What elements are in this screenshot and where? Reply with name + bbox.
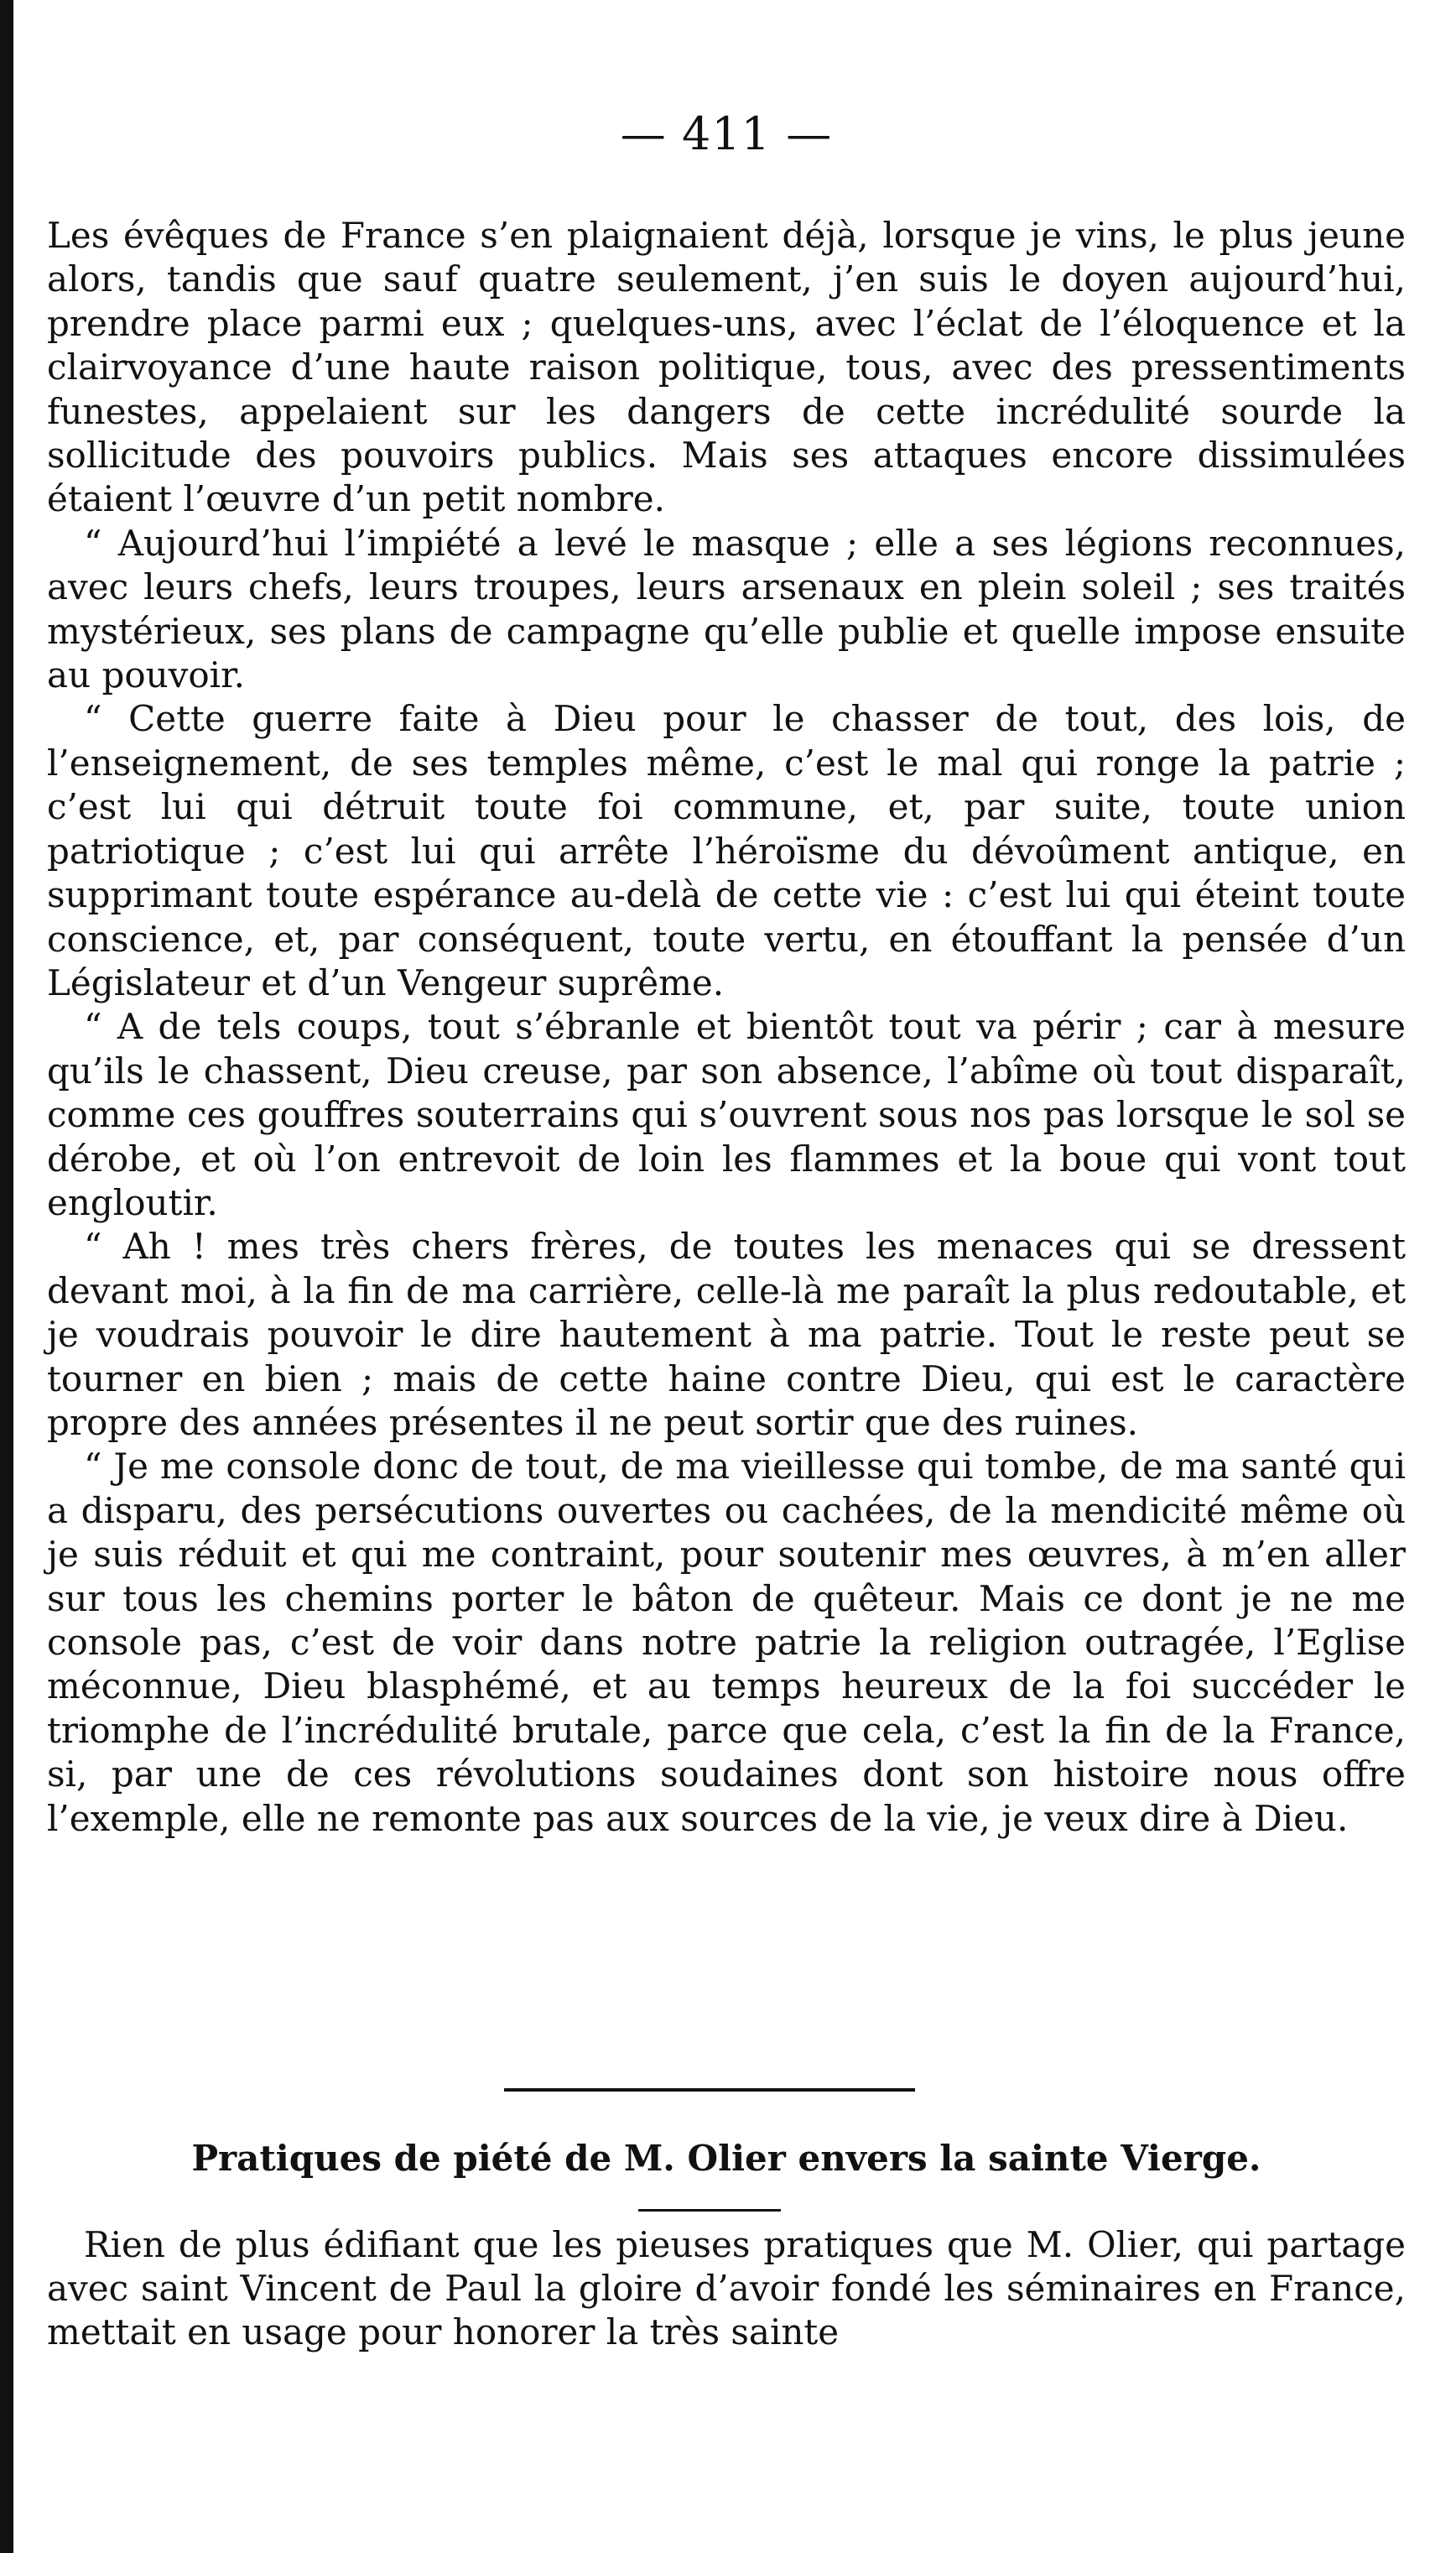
- title-underline: [638, 2209, 781, 2212]
- paragraph-5: “ Ah ! mes très chers frères, de toutes les menaces qui se dressent devant moi, à la fin de ma carrière, celle-là me paraît la plus redoutable, et je voudrais pouvoir le dire hautement à ma patrie. Tout le reste peut se tourner en bien ; mais de cette haine contre Dieu, qui est le caractère propre des années présentes il ne peut sortir que des ruines.: [47, 1226, 1406, 1443]
- section-text: [47, 2223, 1406, 2354]
- body-text: [47, 214, 1406, 1841]
- page-number: — 411 —: [620, 107, 833, 160]
- section-title: Pratiques de piété de M. Olier envers la sainte Vierge.: [191, 2138, 1261, 2179]
- paragraph-1: Les évêques de France s’en plaignaient déjà, lorsque je vins, le plus jeune alors, tandis que sauf quatre seulement, j’en suis le doyen aujourd’hui, prendre place parmi eux ; quelques-uns, avec l’éclat de l’éloquence et la clairvoyance d’une haute raison politique, tous, avec des pressentiments funestes, appelaient sur les dangers de cette incrédulité sourde la sollicitude des pouvoirs publics. Mais ses attaques encore dissimulées étaient l’œuvre d’un petit nombre.: [47, 215, 1406, 520]
- paragraph-4: “ A de tels coups, tout s’ébranle et bientôt tout va périr ; car à mesure qu’ils le chassent, Dieu creuse, par son absence, l’abîme où tout disparaît, comme ces gouffres souterrains qui s’ouvrent sous nos pas lorsque le sol se dérobe, et où l’on entrevoit de loin les flammes et la boue qui vont tout engloutir.: [47, 1006, 1406, 1223]
- paragraph-6: “ Je me console donc de tout, de ma vieillesse qui tombe, de ma santé qui a disparu, des persécutions ouvertes ou cachées, de la mendicité même où je suis réduit et qui me contraint, pour soutenir mes œuvres, à m’en aller sur tous les chemins porter le bâton de quêteur. Mais ce dont je ne me console pas, c’est de voir dans notre patrie la religion outragée, l’Eglise méconnue, Dieu blasphémé, et au temps heureux de la foi succéder le triomphe de l’incrédulité brutale, parce que cela, c’est la fin de la France, si, par une de ces révolutions soudaines dont son histoire nous offre l’exemple, elle ne remonte pas aux sources de la vie, je veux dire à Dieu.: [47, 1446, 1406, 1839]
- page-binding-edge: [0, 0, 13, 2553]
- paragraph-2: “ Aujourd’hui l’impiété a levé le masque ; elle a ses légions reconnues, avec leurs chefs, leurs troupes, leurs arsenaux en plein soleil ; ses traités mystérieux, ses plans de campagne qu’elle publie et quelle impose ensuite au pouvoir.: [47, 522, 1406, 696]
- section-divider: [504, 2088, 915, 2092]
- section-paragraph: Rien de plus édifiant que les pieuses pratiques que M. Olier, qui partage avec saint Vincent de Paul la gloire d’avoir fondé les séminaires en France, mettait en usage pour honorer la très sainte: [47, 2224, 1406, 2352]
- paragraph-3: “ Cette guerre faite à Dieu pour le chasser de tout, des lois, de l’enseignement, de ses temples même, c’est le mal qui ronge la patrie ; c’est lui qui détruit toute foi commune, et, par suite, toute union patriotique ; c’est lui qui arrête l’héroïsme du dévoûment antique, en supprimant toute espérance au-delà de cette vie : c’est lui qui éteint toute conscience, et, par conséquent, toute vertu, en étouffant la pensée d’un Législateur et d’un Vengeur suprême.: [47, 698, 1406, 1003]
